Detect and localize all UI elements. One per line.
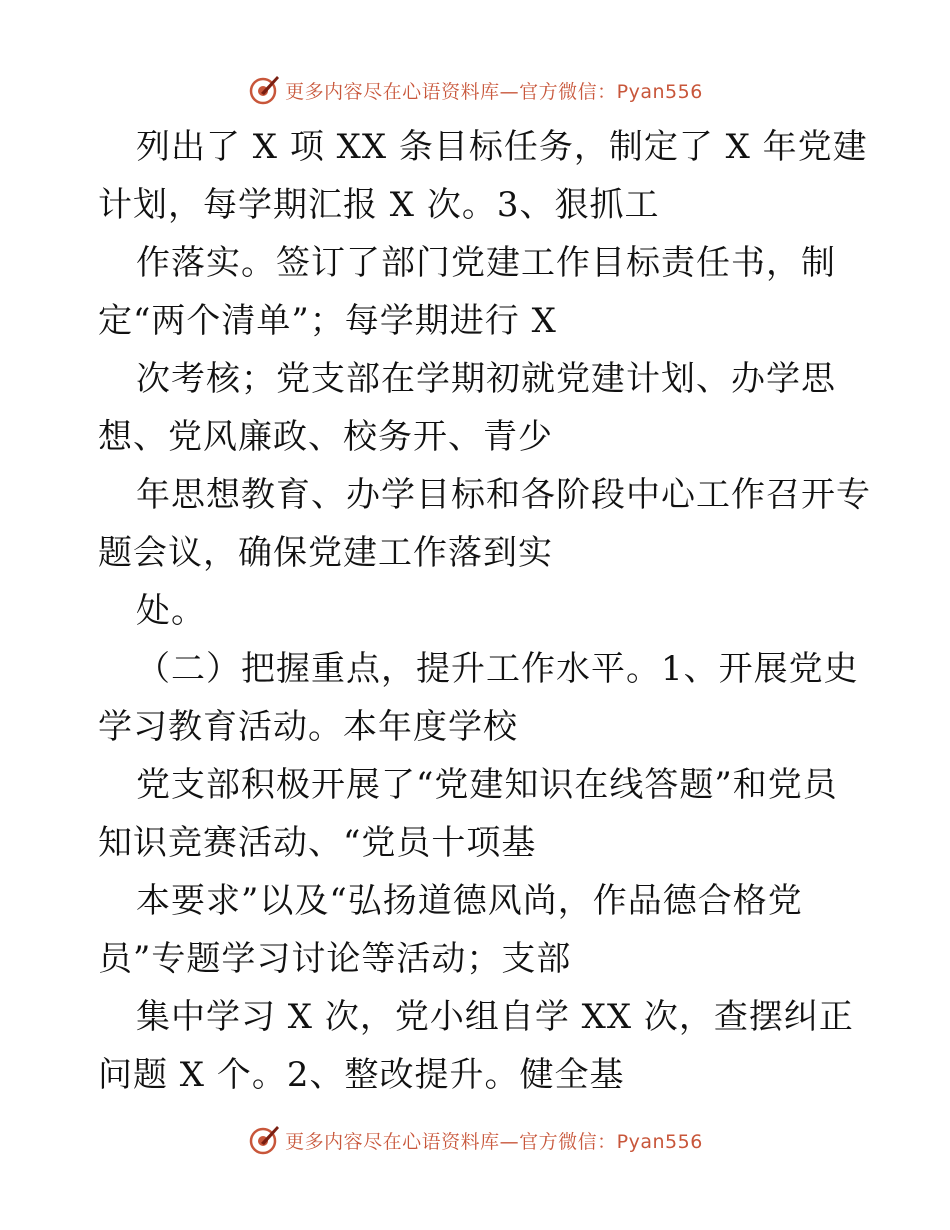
- text-line: 定“两个清单”；每学期进行 X: [98, 301, 557, 341]
- text-line: 次考核；党支部在学期初就党建计划、办学思: [136, 359, 836, 399]
- text-line: 党支部积极开展了“党建知识在线答题”和党员: [136, 765, 838, 805]
- quill-logo-icon: [247, 73, 281, 107]
- text-line: （二）把握重点，提升工作水平。1、开展党史: [136, 649, 859, 689]
- text-line: 问题 X 个。2、整改提升。健全基: [98, 1055, 625, 1095]
- text-line: 处。: [136, 591, 206, 631]
- text-line: 列出了 X 项 XX 条目标任务，制定了 X 年党建: [136, 127, 868, 167]
- header-watermark: [0, 70, 950, 110]
- document-body: [98, 118, 898, 1104]
- text-line: 作落实。签订了部门党建工作目标责任书，制: [136, 243, 836, 283]
- text-line: 想、党风廉政、校务开、青少: [98, 417, 553, 457]
- text-line: 集中学习 X 次，党小组自学 XX 次，查摆纠正: [136, 997, 854, 1037]
- footer-watermark: [0, 1120, 950, 1160]
- text-line: 计划，每学期汇报 X 次。3、狠抓工: [98, 185, 660, 225]
- text-line: 本要求”以及“弘扬道德风尚，作品德合格党: [136, 881, 803, 921]
- quill-logo-icon: [247, 1123, 281, 1157]
- text-line: 年思想教育、办学目标和各阶段中心工作召开专: [136, 475, 871, 515]
- watermark-text: 更多内容尽在心语资料库—官方微信：Pyan556: [285, 1130, 703, 1153]
- text-line: 题会议，确保党建工作落到实: [98, 533, 553, 573]
- text-line: 知识竞赛活动、“党员十项基: [98, 823, 537, 863]
- text-line: 学习教育活动。本年度学校: [98, 707, 518, 747]
- watermark-text: 更多内容尽在心语资料库—官方微信：Pyan556: [285, 80, 703, 103]
- text-line: 员”专题学习讨论等活动；支部: [98, 939, 572, 979]
